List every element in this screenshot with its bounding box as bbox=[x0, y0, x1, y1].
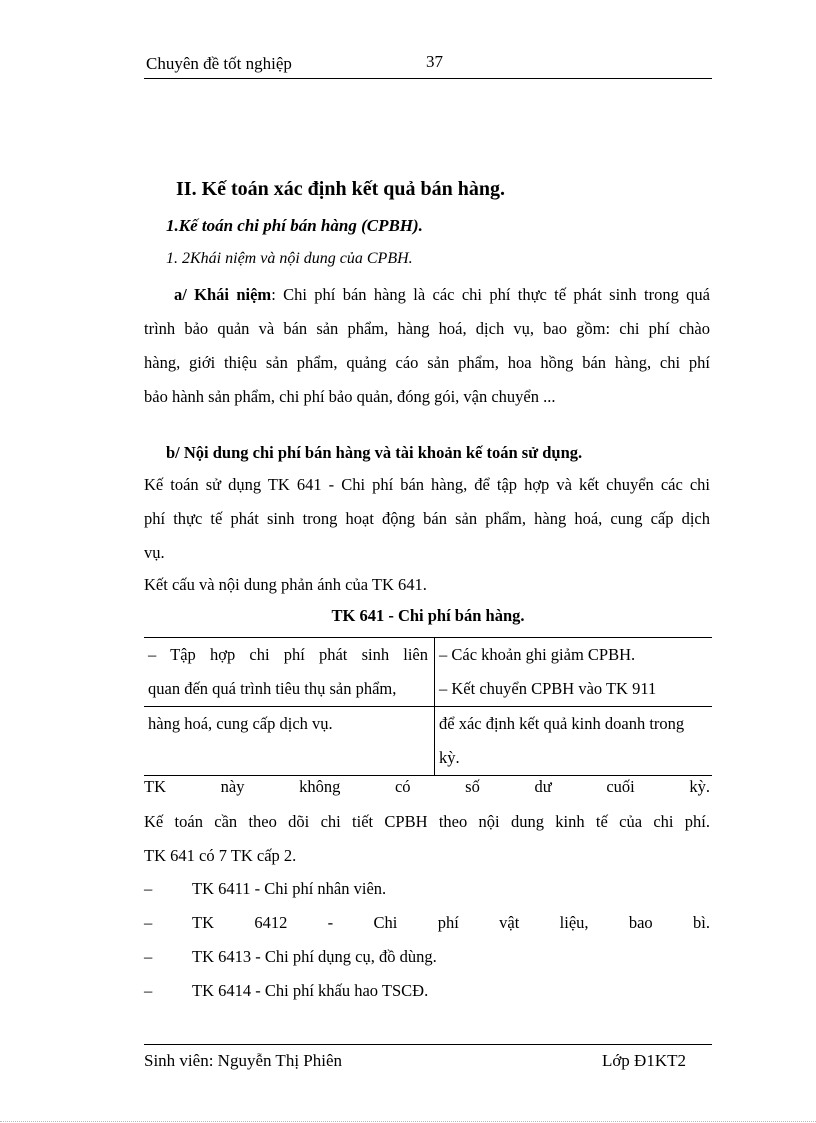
credit-cell-1: – Các khoản ghi giảm CPBH. – Kết chuyển CPBH vào TK 911 bbox=[435, 638, 713, 707]
notes-paragraph bbox=[144, 772, 710, 802]
concept-label: a/ Khái niệm bbox=[174, 285, 272, 304]
class-name: Lớp Đ1KT2 bbox=[601, 1051, 686, 1070]
header-title: Chuyên đề tốt nghiệp bbox=[146, 54, 292, 73]
content-line-1: Kế toán sử dụng TK 641 - Chi phí bán hàng, để tập hợp và kết chuyển các chi bbox=[144, 475, 710, 494]
list-item: – TK 6412 - Chi phí vật liệu, bao bì. bbox=[144, 913, 710, 932]
table-row bbox=[144, 638, 712, 707]
structure-line: Kết cấu và nội dung phản ánh của TK 641. bbox=[144, 575, 427, 594]
content-paragraph bbox=[144, 468, 710, 570]
debit-cell-1: – Tập hợp chi phí phát sinh liên quan đến quá trình tiêu thụ sản phẩm, bbox=[144, 638, 435, 707]
content-line-2: phí thực tế phát sinh trong hoạt động bán sản phẩm, hàng hoá, cung cấp dịch bbox=[144, 509, 710, 528]
section-heading: II. Kế toán xác định kết quả bán hàng. bbox=[176, 178, 505, 200]
no-balance-line: TK này không có số dư cuối kỳ. bbox=[144, 777, 710, 796]
list-item: – TK 6411 - Chi phí nhân viên. bbox=[144, 879, 387, 898]
page-number: 37 bbox=[426, 52, 443, 71]
concept-line-1: a/ Khái niệm: Chi phí bán hàng là các chi phí thực tế phát sinh trong quá bbox=[174, 285, 710, 304]
subsection-heading: 1.Kế toán chi phí bán hàng (CPBH). bbox=[166, 216, 423, 235]
content-line-3: vụ. bbox=[144, 543, 165, 562]
account-table bbox=[144, 637, 712, 776]
subsubsection-heading: 1. 2Khái niệm và nội dung của CPBH. bbox=[166, 250, 413, 267]
table-row bbox=[144, 707, 712, 776]
detail-paragraph bbox=[144, 805, 710, 873]
concept-line-4: bảo hành sản phẩm, chi phí bảo quản, đóng gói, vận chuyển ... bbox=[144, 387, 556, 406]
concept-paragraph bbox=[144, 278, 710, 414]
page-edge-divider bbox=[0, 1121, 816, 1122]
debit-cell-2: hàng hoá, cung cấp dịch vụ. bbox=[144, 707, 435, 776]
content-heading: b/ Nội dung chi phí bán hàng và tài khoản kế toán sử dụng. bbox=[166, 443, 583, 462]
concept-line-3: hàng, giới thiệu sản phẩm, quảng cáo sản phẩm, hoa hồng bán hàng, chi phí bbox=[144, 353, 710, 372]
concept-line-2: trình bảo quản và bán sản phẩm, hàng hoá, dịch vụ, bao gồm: chi phí chào bbox=[144, 319, 710, 338]
detail-line: Kế toán cần theo dõi chi tiết CPBH theo nội dung kinh tế của chi phí. bbox=[144, 812, 710, 831]
page-header bbox=[144, 52, 712, 79]
student-name: Sinh viên: Nguyễn Thị Phiên bbox=[144, 1051, 343, 1070]
level2-line: TK 641 có 7 TK cấp 2. bbox=[144, 846, 297, 865]
list-item: – TK 6414 - Chi phí khấu hao TSCĐ. bbox=[144, 981, 429, 1000]
list-item: – TK 6413 - Chi phí dụng cụ, đồ dùng. bbox=[144, 947, 437, 966]
table-title: TK 641 - Chi phí bán hàng. bbox=[331, 606, 525, 625]
credit-cell-2: để xác định kết quả kinh doanh trong kỳ. bbox=[435, 707, 713, 776]
page-footer bbox=[144, 1044, 712, 1075]
